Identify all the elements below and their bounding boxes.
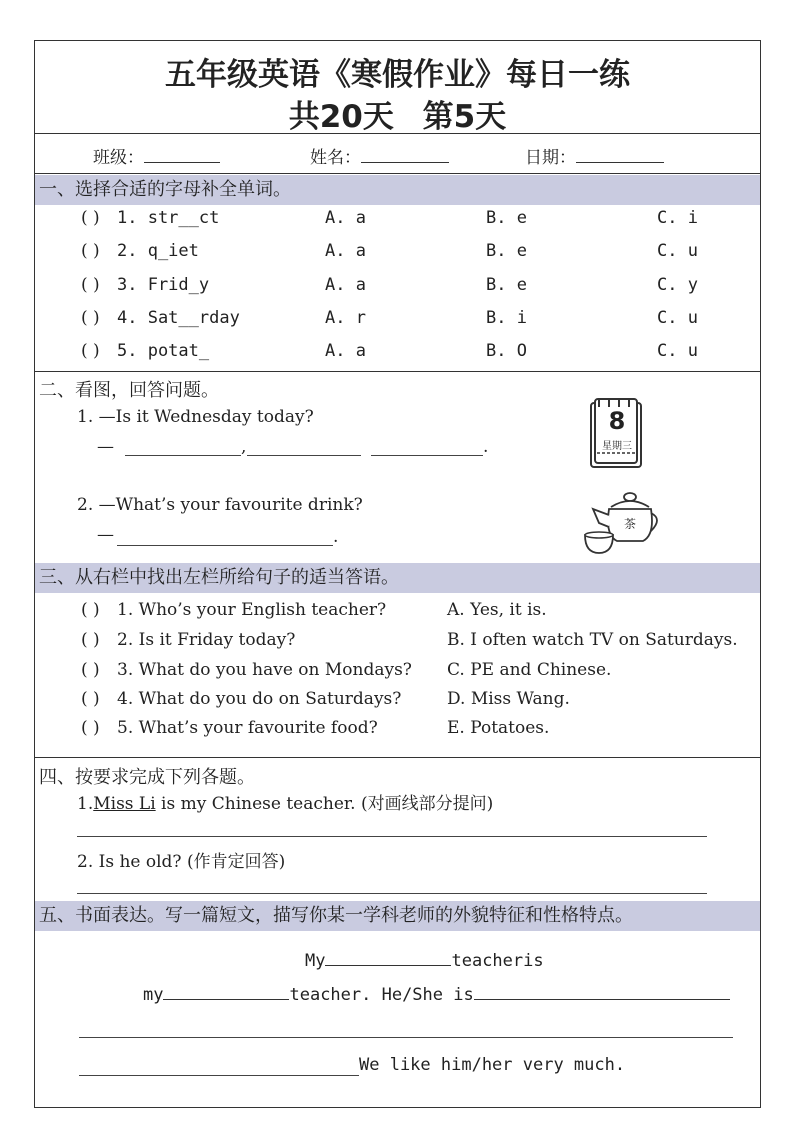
date-blank[interactable] <box>576 146 664 163</box>
my-text: my <box>143 985 164 1005</box>
option-a: A. a <box>325 208 366 228</box>
class-blank[interactable] <box>144 146 220 163</box>
writing-line-2 <box>143 983 730 1005</box>
answer-blank-4[interactable] <box>117 545 333 546</box>
comma: , <box>241 437 247 457</box>
answer-paren[interactable]: ( ) <box>81 718 100 738</box>
page-title: 五年级英语《寒假作业》每日一练 <box>165 57 630 93</box>
question-text: is my Chinese teacher. (对画线部分提问) <box>155 794 494 814</box>
answer-line-2[interactable] <box>77 893 707 894</box>
match-answer: D. Miss Wang. <box>447 689 570 709</box>
question-1: 1. —Is it Wednesday today? <box>77 407 314 427</box>
word-item: 2. q_iet <box>117 241 199 261</box>
option-c: C. i <box>657 208 698 228</box>
underlined-phrase: Miss Li <box>93 794 156 814</box>
word-item: 3. Frid_y <box>117 275 210 295</box>
answer-line-1[interactable] <box>77 836 707 837</box>
date-field[interactable] <box>525 143 664 168</box>
answer-blank-1[interactable] <box>125 455 241 456</box>
option-c: C. y <box>657 275 698 295</box>
match-answer: E. Potatoes. <box>447 718 550 738</box>
answer-paren[interactable]: ( ) <box>81 341 100 361</box>
word-item: 4. Sat__rday <box>117 308 240 328</box>
my-text: My <box>305 951 326 971</box>
calendar-weekday: 星期三 <box>602 441 632 452</box>
subject-blank[interactable] <box>325 949 451 966</box>
option-a: A. a <box>325 241 366 261</box>
writing-line-4-blank[interactable] <box>79 1075 359 1076</box>
tea-label: 茶 <box>623 517 636 531</box>
student-info-row <box>35 133 760 174</box>
option-b: B. i <box>486 308 527 328</box>
subject-blank-2[interactable] <box>163 983 289 1000</box>
match-question: 4. What do you do on Saturdays? <box>117 689 402 709</box>
name-field[interactable] <box>310 143 449 168</box>
option-c: C. u <box>657 308 698 328</box>
class-label: 班级： <box>93 148 144 168</box>
teacher-text: teacheris <box>451 951 544 971</box>
name-label: 姓名： <box>310 148 361 168</box>
option-b: B. e <box>486 241 527 261</box>
option-c: C. u <box>657 341 698 361</box>
question-2: 2. —What’s your favourite drink? <box>77 495 363 515</box>
option-b: B. O <box>486 341 527 361</box>
transform-question-1 <box>77 789 493 814</box>
calendar-icon <box>585 397 647 471</box>
calendar-day: 8 <box>608 407 626 435</box>
divider <box>35 757 760 758</box>
period: . <box>483 437 489 457</box>
answer-paren[interactable]: ( ) <box>81 630 100 650</box>
match-answer: C. PE and Chinese. <box>447 660 612 680</box>
section4-heading: 四、按要求完成下列各题。 <box>39 767 255 788</box>
writing-line-1 <box>305 949 544 971</box>
teapot-icon <box>583 487 663 559</box>
option-c: C. u <box>657 241 698 261</box>
word-item: 1. str__ct <box>117 208 220 228</box>
section1-heading: 一、选择合适的字母补全单词。 <box>35 175 760 205</box>
option-b: B. e <box>486 208 527 228</box>
match-answer: A. Yes, it is. <box>447 600 547 620</box>
closing-sentence: We like him/her very much. <box>359 1055 626 1075</box>
worksheet <box>34 40 761 1108</box>
answer-paren[interactable]: ( ) <box>81 208 100 228</box>
date-label: 日期： <box>525 148 576 168</box>
answer-blank-2[interactable] <box>247 455 361 456</box>
answer-dash: — <box>97 437 114 457</box>
description-blank[interactable] <box>474 983 730 1000</box>
section5-heading: 五、书面表达。写一篇短文，描写你某一学科老师的外貌特征和性格特点。 <box>35 901 760 931</box>
section3-heading: 三、从右栏中找出左栏所给句子的适当答语。 <box>35 563 760 593</box>
option-a: A. a <box>325 341 366 361</box>
teacher-text: teacher. He/She is <box>289 985 474 1005</box>
answer-paren[interactable]: ( ) <box>81 275 100 295</box>
section2-heading: 二、看图，回答问题。 <box>39 380 219 401</box>
answer-paren[interactable]: ( ) <box>81 689 100 709</box>
answer-dash: — <box>97 525 114 545</box>
divider <box>35 371 760 372</box>
answer-paren[interactable]: ( ) <box>81 241 100 261</box>
match-answer: B. I often watch TV on Saturdays. <box>447 630 738 650</box>
match-question: 3. What do you have on Mondays? <box>117 660 412 680</box>
option-a: A. r <box>325 308 366 328</box>
answer-paren[interactable]: ( ) <box>81 660 100 680</box>
title-block <box>35 41 760 134</box>
match-question: 5. What’s your favourite food? <box>117 718 378 738</box>
day-subtitle: 共20天 第5天 <box>288 99 507 135</box>
answer-paren[interactable]: ( ) <box>81 600 100 620</box>
match-question: 2. Is it Friday today? <box>117 630 296 650</box>
transform-question-2: 2. Is he old? (作肯定回答) <box>77 852 286 872</box>
name-blank[interactable] <box>361 146 449 163</box>
word-item: 5. potat_ <box>117 341 210 361</box>
question-number: 1. <box>77 794 94 814</box>
period: . <box>333 527 339 547</box>
match-question: 1. Who’s your English teacher? <box>117 600 387 620</box>
writing-line-3[interactable] <box>79 1037 733 1038</box>
option-a: A. a <box>325 275 366 295</box>
answer-paren[interactable]: ( ) <box>81 308 100 328</box>
class-field[interactable] <box>93 143 220 168</box>
option-b: B. e <box>486 275 527 295</box>
answer-blank-3[interactable] <box>371 455 483 456</box>
